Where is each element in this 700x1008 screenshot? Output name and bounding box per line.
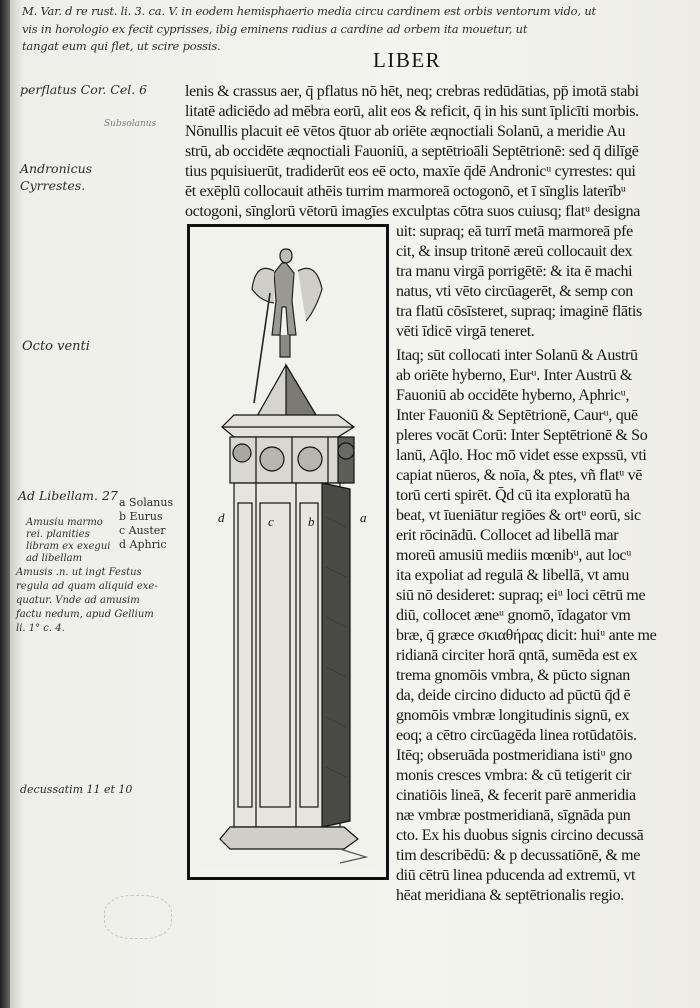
figure-label-b: b [308,514,315,529]
wind-d-aphric: d Aphric [119,538,167,551]
margin-note-decussatim: decussatim 11 et 10 [20,783,133,796]
text-line: tra manu virgā porrigētē: & ita ē machi [396,263,633,280]
running-head: LIBER [373,48,442,72]
margin-note-subsolanus: Subsolanus [104,119,157,129]
margin-note-andronicus: Andronicus [20,161,93,176]
text-line: pleres vocāt Corū: Inter Septētrionē & So [396,427,648,444]
text-line: siū nō desideret: supraq; eiᵘ loci cētrū me [396,587,646,604]
text-line: cit, & insup tritonē æreū collocauit dex [396,243,633,260]
margin-note-perflatus: perflatus Cor. Cel. 6 [20,82,148,97]
text-line: Fauoniū ab occidēte hyberno, Aphricᵘ, [396,387,630,404]
margin-note-octo-venti: Octo venti [22,339,90,354]
tower-illustration [190,227,380,871]
margin-note-amusis-2: regula ad quam aliquid exe- [16,581,158,592]
margin-note-amusium-2: rei. planities [26,529,90,540]
text-line: Itēq; obseruāda postmeridiana istiᵘ gno [396,747,632,764]
margin-note-cyrrestes: Cyrrestes. [20,178,86,193]
wind-a-solanus: a Solanus [119,496,174,509]
margin-note-amusis-3: quatur. Vnde ad amusim [16,595,140,606]
text-line: Itaq; sūt collocati inter Solanū & Austrū [396,347,638,364]
text-line: trema gnomōis vmbra, & pūcto signan [396,667,630,684]
margin-note-ad-libellam: Ad Libellam. 27 [18,488,118,503]
figure-label-a: a [360,510,367,525]
text-line: bræ, q̄ græce σκιαθήρας dicit: huiᵘ ante me [396,627,657,644]
text-line: lenis & crassus aer, q̄ pflatus nō hēt, neq; crebras redūdātias, pp̄ imotā stabi [185,83,639,100]
text-line: monis cresces vmbra: & cū tetigerit cir [396,767,632,784]
text-line: cto. Ex his duobus signis circino decussā [396,827,644,844]
top-annotation-line-3: tangat eum qui flet, ut scire possis. [22,39,221,53]
text-line: beat, vt īueniātur regiōes & ortᵘ eorū, sic [396,507,641,524]
figure-label-c: c [268,514,274,529]
text-line: hēat meridiana & septētrionalis regio. [396,887,624,904]
library-stamp [104,895,172,939]
top-annotation-line-1: M. Var. d re rust. li. 3. ca. V. in eodem hemisphaerio media circu cardinem est orbis ventorum vido, ut [22,4,596,18]
text-line: Nōnullis placuit eē vētos q̄tuor ab oriēte æqnoctiali Solanū, a meridie Au [185,123,626,140]
text-line: diū cētrū linea pducenda ad extremū, vt [396,867,636,884]
text-line: næ vmbræ postmeridianā, sīgnāda pun [396,807,631,824]
text-line: torū certi spirēt. Q̄d cū ita exploratū ha [396,487,630,504]
top-annotation-line-2: vis in horologio ex fecit cyprisses, ibig eminens radius a cardine ad orbem ita mouetur, ut [22,22,528,36]
text-line: da, deide circino diducto ad pūctū q̄d ē [396,687,631,704]
margin-note-amusis-5: li. 1° c. 4. [16,623,65,634]
text-line: lanū, Aq̄lo. Hoc mō videt esse expssū, vti [396,447,647,464]
text-line: vēti īdicē virgā teneret. [396,323,535,340]
wind-c-auster: c Auster [119,524,166,537]
margin-note-amusium-4: ad libellam [26,553,83,564]
text-line: strū, ab occidēte æqnoctiali Fauoniū, a septētrioāli Septētrionē: sed q̄ dilīgē [185,143,639,160]
text-line: Inter Fauoniū & Septētrionē, Caurᵘ, quē [396,407,638,424]
wind-b-eurus: b Eurus [119,510,163,523]
text-line: gnomōis vmbræ longitudinis signū, ex [396,707,630,724]
text-line: octogoni, sīnglorū vētorū imagīes exculptas cōtra suos cuiusq; flatᵘ designa [185,203,640,220]
text-line: eoq; a cētro circūagēda linea rotūdatōis. [396,727,637,744]
text-line: ēt exēplū collocauit athēis turrim marmoreā octogonō, et ī sīnglis laterībᵘ [185,183,626,200]
text-line: natus, vti vēto circūagerēt, & semp con [396,283,633,300]
margin-note-amusium-3: libram ex exegui [26,541,111,552]
text-line: tius pquisiuerūt, tradiderūt eos eē octo, maxīe q̄dē Andronicᵘ cyrrestes: qui [185,163,636,180]
figure-label-d: d [218,510,225,525]
text-line: cinatiōis lineā, & fecerit parē anmeridia [396,787,636,804]
text-line: erit rōcinādū. Collocet ad libellā mar [396,527,619,544]
text-line: tra flatū cōsīsteret, supraq; imaginē flātis [396,303,642,320]
text-line: uit: supraq; eā turrī metā marmoreā pfe [396,223,633,240]
text-line: diū, collocet æneᵘ gnomō, īdagator vm [396,607,631,624]
binding-gutter [0,0,10,1008]
text-line: ridianā circiter horā qntā, sumēda est ex [396,647,638,664]
margin-note-amusis-1: Amusis .n. ut ingt Festus [16,567,142,578]
margin-note-amusis-4: factu nedum, apud Gellium [16,609,154,620]
text-line: moreū amusiū mediis mœnibᵘ, aut locᵘ [396,547,632,564]
text-line: capiat nūeros, & noīa, & ptes, vñ flatᵘ vē [396,467,643,484]
margin-note-amusium-1: Amusiu marmo [26,517,103,528]
tower-of-winds-woodcut [187,224,389,880]
text-line: ita expoliat ad regulā & libellā, vt amu [396,567,630,584]
text-line: ab oriēte hyberno, Eurᵘ. Inter Austrū & [396,367,632,384]
text-line: litatē adiciēdo ad mēbra eorū, alit eos & reficit, q̄ in his sunt īplicīti morbis. [185,103,639,120]
text-line: tim describēdū: & p decussatiōnē, & me [396,847,640,864]
